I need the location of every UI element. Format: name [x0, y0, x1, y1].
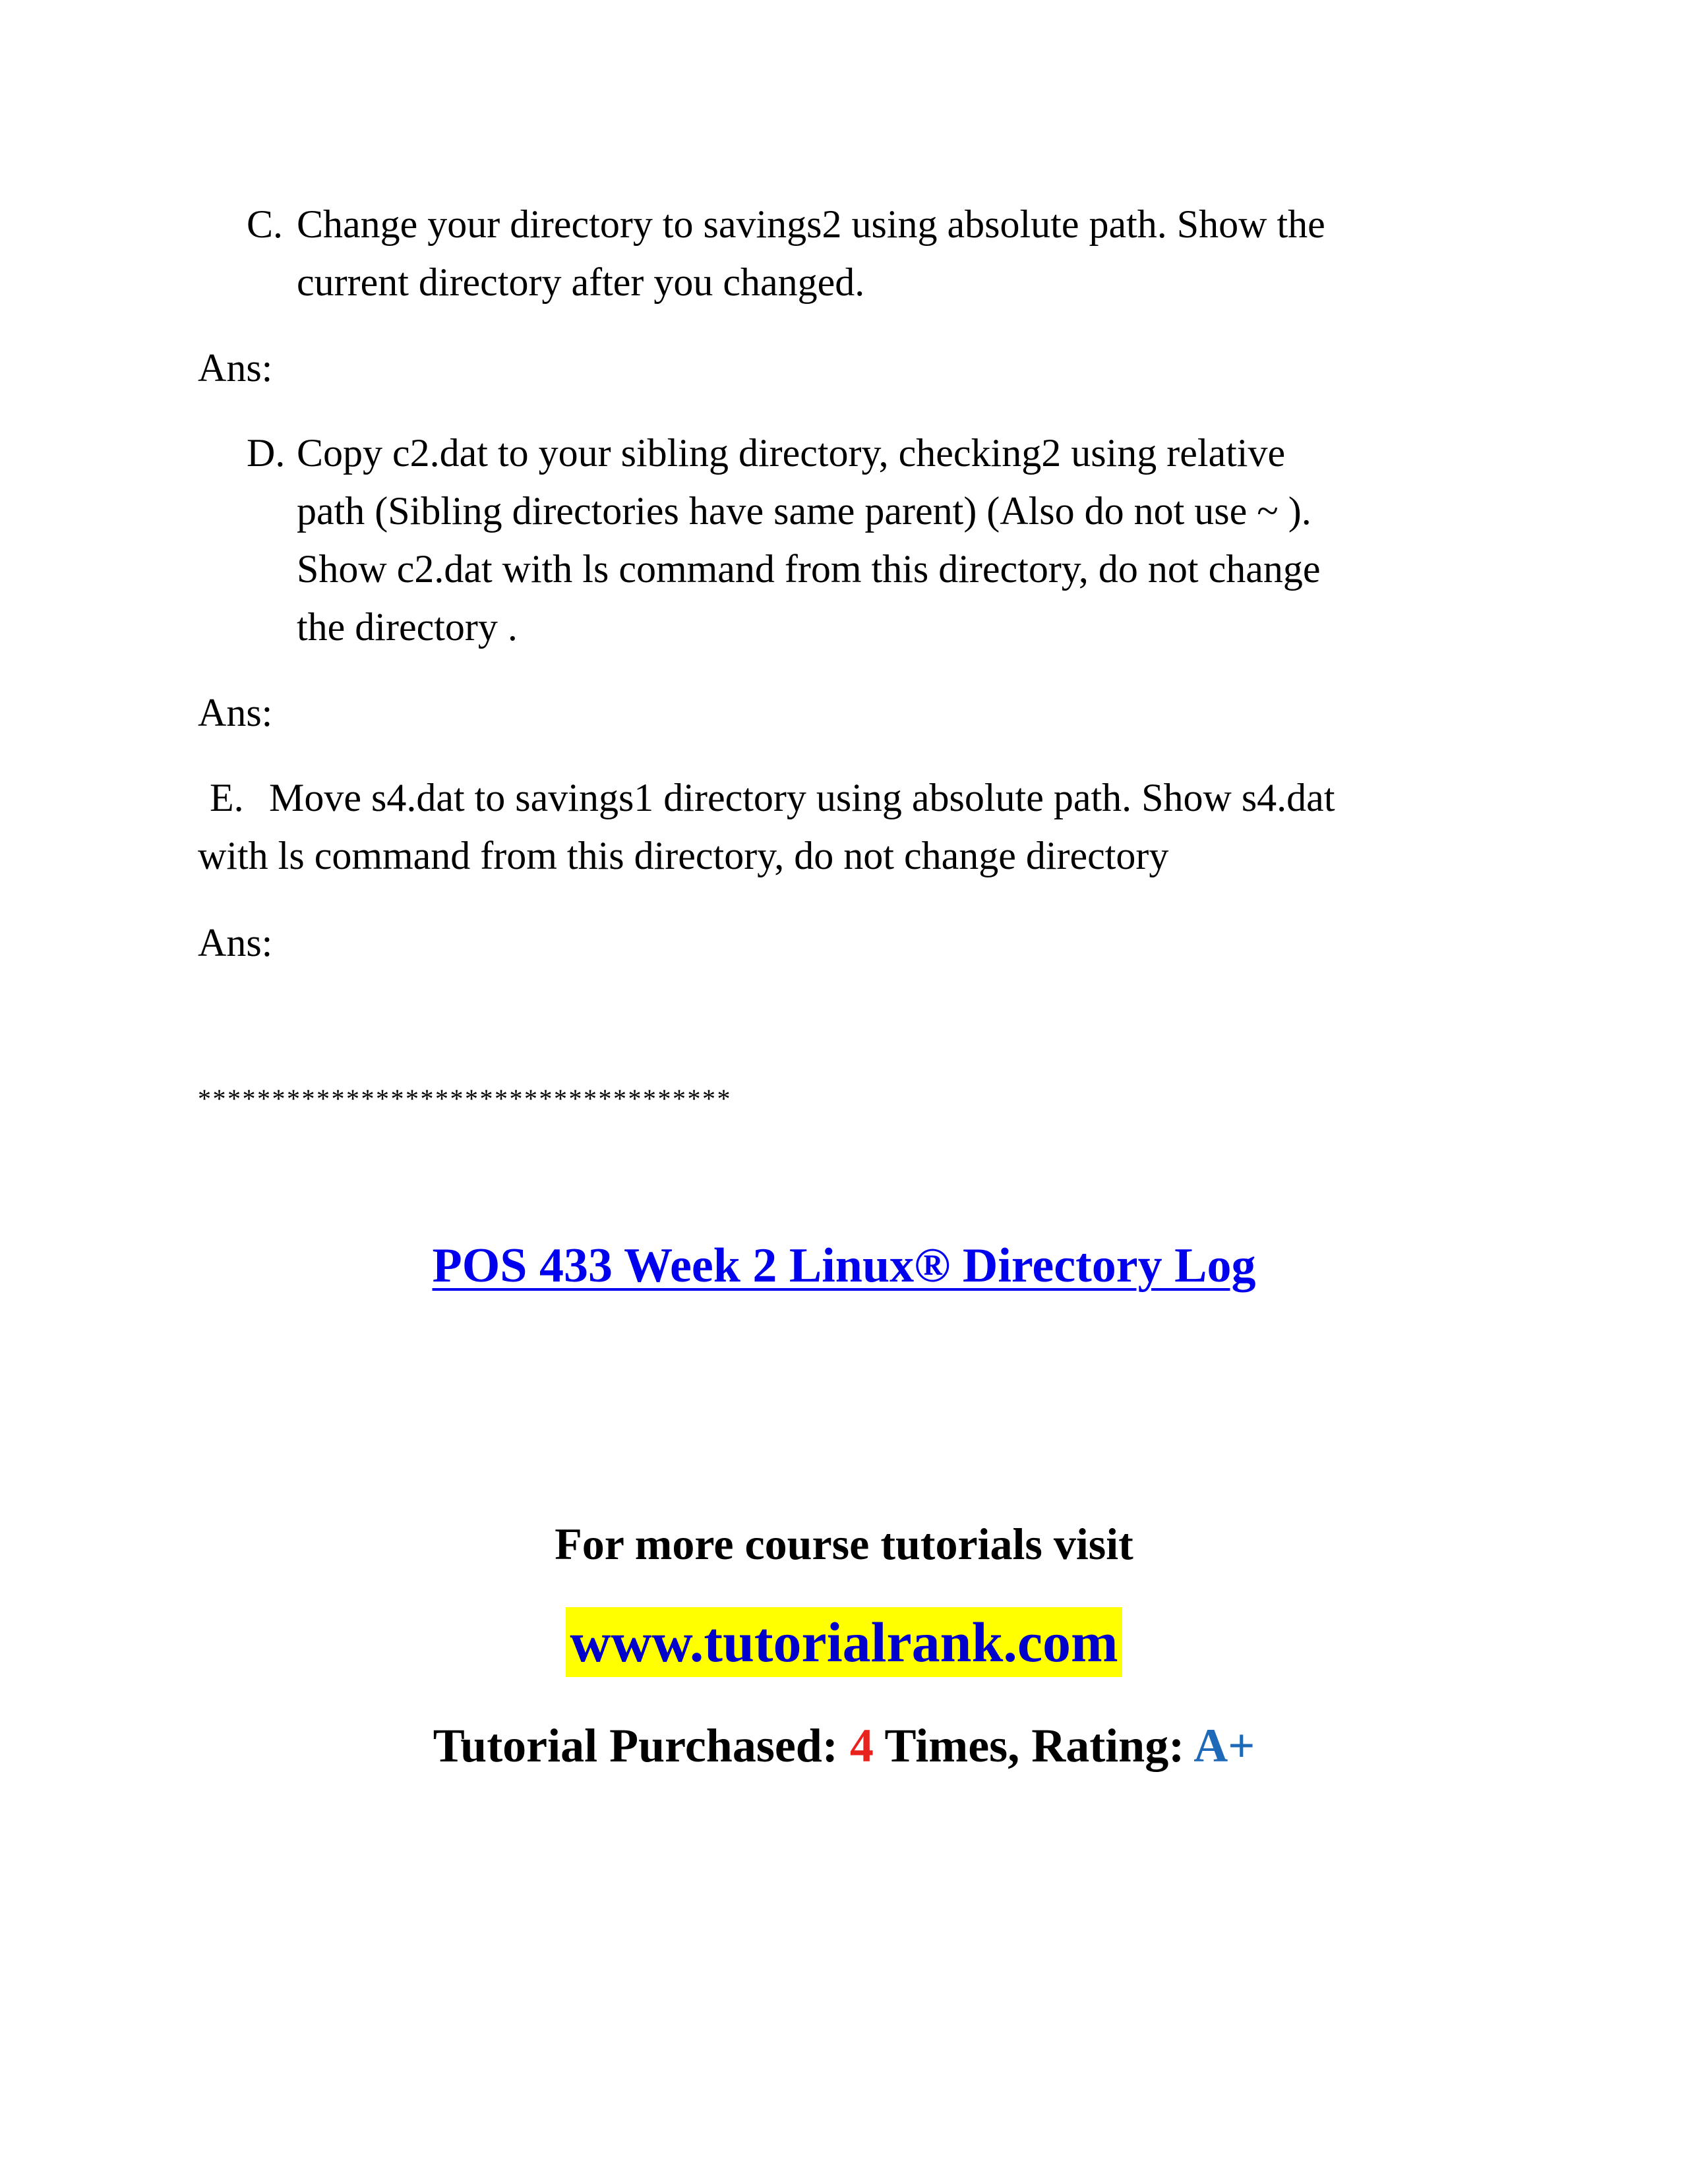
question-e-line-1: Move s4.dat to savings1 directory using absolute path. Show s4.dat — [269, 776, 1335, 819]
purchased-count: 4 — [849, 1719, 874, 1772]
answer-label-c: Ans: — [198, 346, 273, 390]
question-d-line-2: path (Sibling directories have same parent) (Also do not use ~ ). — [297, 489, 1311, 533]
course-title-link[interactable]: POS 433 Week 2 Linux® Directory Log — [432, 1239, 1256, 1293]
question-c-line-1: Change your directory to savings2 using absolute path. Show the — [297, 202, 1325, 246]
rating-value: A+ — [1193, 1719, 1255, 1772]
visit-text: For more course tutorials visit — [555, 1519, 1133, 1569]
question-e — [198, 769, 1495, 887]
question-e-letter: E. — [210, 776, 244, 819]
purchased-prefix: Tutorial Purchased: — [433, 1719, 850, 1772]
question-d — [247, 424, 1499, 661]
asterisk-separator: ************************************ — [198, 1084, 732, 1113]
website-link[interactable]: www.tutorialrank.com — [566, 1607, 1122, 1677]
question-d-line-3: Show c2.dat with ls command from this directory, do not change — [297, 547, 1321, 591]
purchased-suffix: Times, Rating: — [873, 1719, 1194, 1772]
question-c — [247, 195, 1499, 314]
website-line — [0, 1607, 1688, 1677]
question-d-line-1: Copy c2.dat to your sibling directory, checking2 using relative — [297, 431, 1286, 475]
answer-label-d: Ans: — [198, 691, 273, 734]
question-d-line-4: the directory . — [297, 605, 518, 649]
question-c-line-2: current directory after you changed. — [297, 260, 865, 304]
answer-label-e: Ans: — [198, 921, 273, 964]
question-e-line-2: with ls command from this directory, do not change directory — [198, 834, 1169, 877]
question-d-letter: D. — [247, 431, 286, 475]
purchase-rating-line — [0, 1714, 1688, 1777]
question-c-letter: C. — [247, 202, 284, 246]
